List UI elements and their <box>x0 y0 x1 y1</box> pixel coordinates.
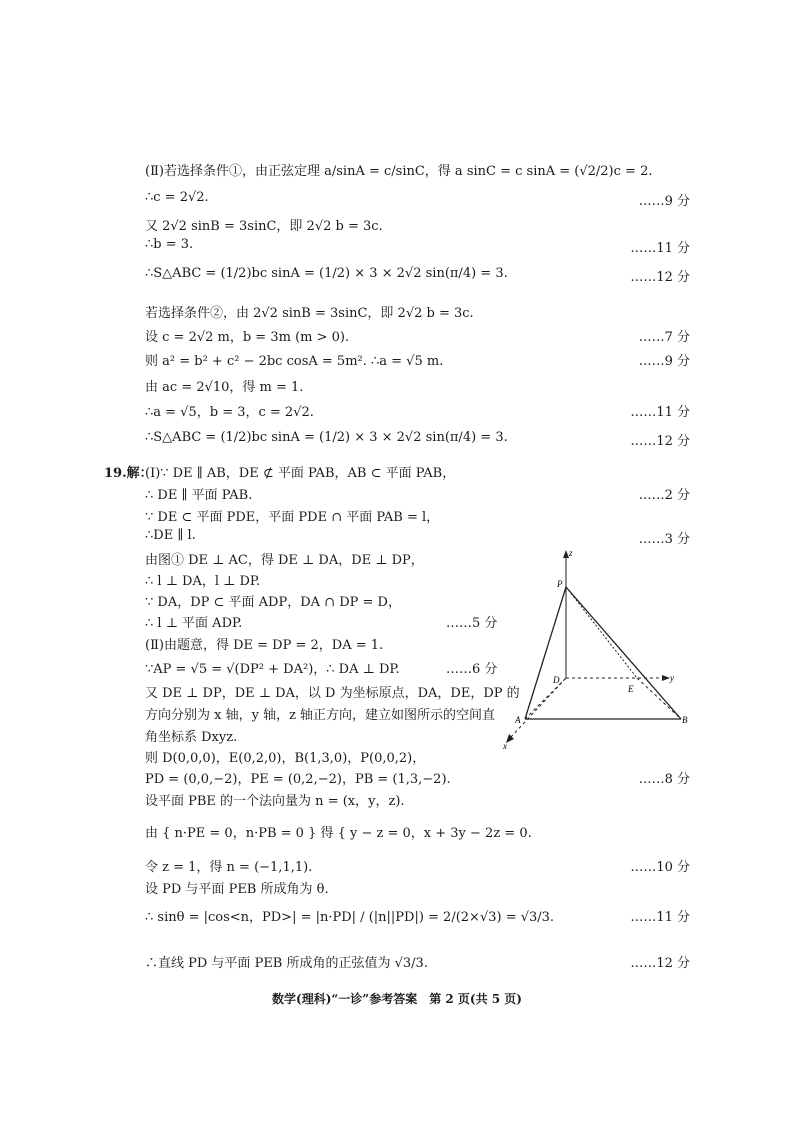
text-line: ∴ sinθ = |cos<n，PD>| = |n·PD| / (|n||PD|) = 2/(2×√3) = √3/3. <box>145 910 555 925</box>
text-line: 设 c = 2√2 m，b = 3m (m > 0). <box>145 330 350 345</box>
text-line: 则 D(0,0,0)，E(0,2,0)，B(1,3,0)，P(0,0,2)， <box>145 751 426 766</box>
text-line: ∴ l ⊥ 平面 ADP. <box>145 616 243 631</box>
text-line: 方向分别为 x 轴，y 轴，z 轴正方向，建立如图所示的空间直 <box>145 708 496 723</box>
label-d: D <box>553 675 560 685</box>
text-line: (Ⅰ)∵ DE ∥ AB，DE ⊄ 平面 PAB，AB ⊂ 平面 PAB， <box>145 466 456 481</box>
text-line: ∵ DA，DP ⊂ 平面 ADP，DA ∩ DP = D， <box>145 595 401 610</box>
label-x: x <box>503 741 507 750</box>
score-mark: ……2 分 <box>638 488 690 503</box>
score-mark: ……12 分 <box>630 270 690 285</box>
score-mark: ……11 分 <box>630 910 690 925</box>
edge-eb <box>637 678 681 719</box>
text-line: 又 DE ⊥ DP，DE ⊥ DA，以 D 为坐标原点，DA，DE，DP 的 <box>145 686 520 701</box>
score-mark: ……12 分 <box>630 956 690 971</box>
label-y: y <box>670 673 674 683</box>
score-mark: ……11 分 <box>630 241 690 256</box>
score-mark: ……5 分 <box>446 616 498 631</box>
text-line: 则 a² = b² + c² − 2bc cosA = 5m². ∴a = √5 m. <box>145 354 444 369</box>
pyramid-figure <box>498 545 688 750</box>
text-line: 设平面 PBE 的一个法向量为 n = (x，y，z). <box>145 794 405 809</box>
text-line: ∴c = 2√2. <box>145 190 209 205</box>
text-line: 由 { n·PE = 0，n·PB = 0 } 得 { y − z = 0，x + 3y − 2z = 0. <box>145 826 532 841</box>
text-line: ∴S△ABC = (1/2)bc sinA = (1/2) × 3 × 2√2 sin(π/4) = 3. <box>145 430 508 445</box>
text-line: 由 ac = 2√10，得 m = 1. <box>145 380 304 395</box>
label-z: z <box>569 548 573 558</box>
question-number: 19.解： <box>104 466 153 481</box>
text-line: ∴ DE ∥ 平面 PAB. <box>145 488 253 503</box>
text-line: ∴ l ⊥ DA，l ⊥ DP. <box>145 574 261 589</box>
score-mark: ……9 分 <box>638 354 690 369</box>
score-mark: ……12 分 <box>630 434 690 449</box>
text-line: 若选择条件②，由 2√2 sinB = 3sinC，即 2√2 b = 3c. <box>145 306 474 321</box>
label-a: A <box>515 715 521 725</box>
score-mark: ……11 分 <box>630 405 690 420</box>
edge-pb <box>566 587 681 719</box>
edge-pe <box>566 587 637 678</box>
text-line: 角坐标系 Dxyz. <box>145 730 238 745</box>
text-line: 设 PD 与平面 PEB 所成角为 θ. <box>145 882 329 897</box>
y-axis-arrow <box>662 675 670 681</box>
text-line: ∴b = 3. <box>145 237 194 252</box>
x-axis <box>510 678 566 738</box>
text-line: ∴直线 PD 与平面 PEB 所成角的正弦值为 √3/3. <box>145 956 428 971</box>
score-mark: ……10 分 <box>630 860 690 875</box>
label-b: B <box>682 715 688 725</box>
score-mark: ……3 分 <box>638 532 690 547</box>
text-line: ∵ DE ⊂ 平面 PDE，平面 PDE ∩ 平面 PAB = l， <box>145 510 440 525</box>
edge-pa <box>525 587 566 719</box>
text-line: ∴S△ABC = (1/2)bc sinA = (1/2) × 3 × 2√2 sin(π/4) = 3. <box>145 266 508 281</box>
text-line: (Ⅱ)由题意，得 DE = DP = 2，DA = 1. <box>145 638 384 653</box>
text-line: 由图① DE ⊥ AC，得 DE ⊥ DA，DE ⊥ DP， <box>145 553 424 568</box>
score-mark: ……9 分 <box>638 194 690 209</box>
text-line: 又 2√2 sinB = 3sinC，即 2√2 b = 3c. <box>145 219 383 234</box>
score-mark: ……6 分 <box>446 662 498 677</box>
text-line: PD = (0,0,−2)，PE = (0,2,−2)，PB = (1,3,−2). <box>145 772 451 787</box>
text-line: ∵AP = √5 = √(DP² + DA²)，∴ DA ⊥ DP. <box>145 662 400 677</box>
label-e: E <box>628 684 634 694</box>
score-mark: ……7 分 <box>638 330 690 345</box>
text-line: ∴a = √5，b = 3，c = 2√2. <box>145 405 314 420</box>
text-line: ∴DE ∥ l. <box>145 528 196 543</box>
text-line: 令 z = 1，得 n = (−1,1,1). <box>145 860 313 875</box>
text-line: (Ⅱ)若选择条件①，由正弦定理 a/sinA = c/sinC，得 a sinC = c sinA = (√2/2)c = 2. <box>145 164 653 179</box>
label-p: P <box>557 579 563 589</box>
score-mark: ……8 分 <box>638 772 690 787</box>
page-footer: 数学(理科)“一诊”参考答案 第 2 页(共 5 页) <box>272 992 522 1006</box>
